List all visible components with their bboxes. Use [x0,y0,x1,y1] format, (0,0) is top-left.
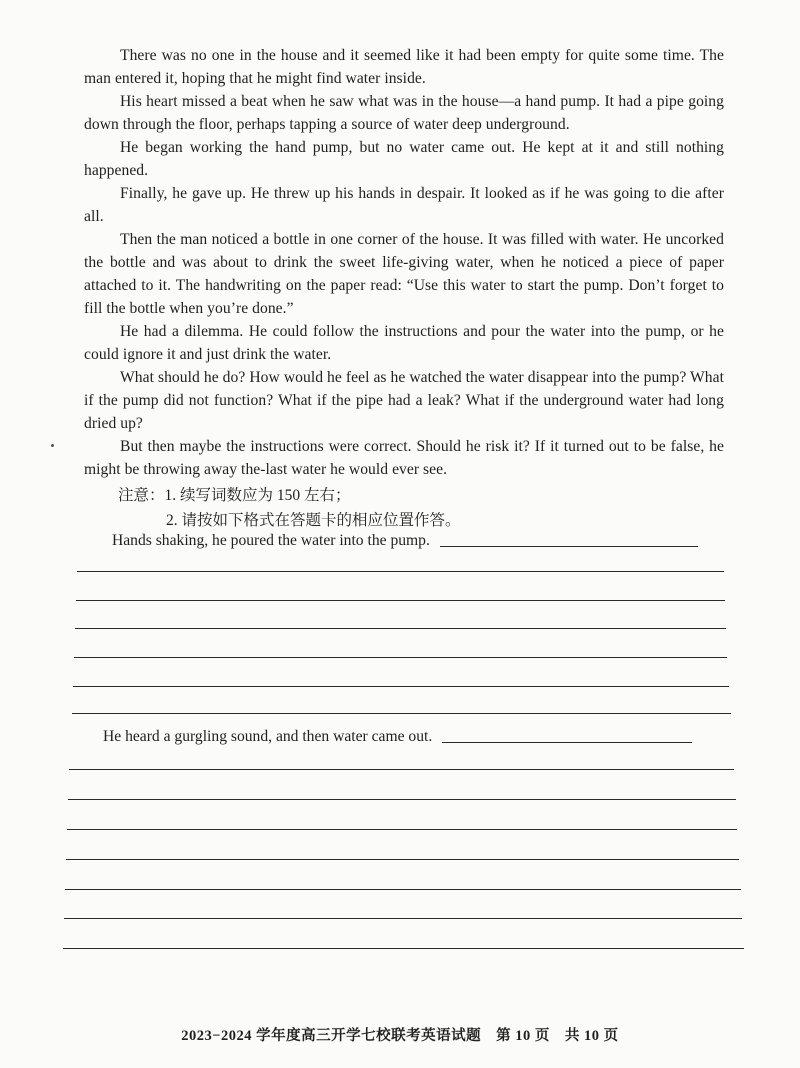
story-paragraph: What should he do? How would he feel as he watched the water disappear into the pump? What if the pump did not function? What if the pipe had a leak? What if the underground water had long dried up? [84,369,724,432]
writing-instructions [118,483,461,533]
instruction-word-count: 注意：1. 续写词数应为 150 左右； [118,487,351,504]
answer-line[interactable] [69,769,734,770]
story-passage [84,44,724,481]
story-paragraph: There was no one in the house and it seemed like it had been empty for quite some time. The man entered it, hoping that he might find water inside. [84,47,724,87]
answer-line[interactable] [63,948,744,949]
answer-line[interactable] [74,657,727,658]
prompt-sentence-1: Hands shaking, he poured the water into the pump. [112,532,430,549]
prompt-blank-1[interactable] [440,546,698,547]
stray-mark [51,444,54,447]
answer-line[interactable] [73,686,729,687]
prompt-blank-2[interactable] [442,742,692,743]
answer-line[interactable] [75,628,726,629]
answer-line[interactable] [66,859,739,860]
answer-line[interactable] [65,889,741,890]
answer-line[interactable] [64,918,742,919]
answer-line[interactable] [77,571,724,572]
story-paragraph: But then maybe the instructions were correct. Should he risk it? If it turned out to be false, he might be throwing away the-last water he would ever see. [84,438,724,478]
answer-line[interactable] [72,713,731,714]
story-paragraph: He began working the hand pump, but no water came out. He kept at it and still nothing happened. [84,139,724,179]
answer-line[interactable] [76,600,725,601]
story-paragraph: Then the man noticed a bottle in one corner of the house. It was filled with water. He uncorked the bottle and was about to drink the sweet life-giving water, when he noticed a piece of paper attached to it. The handwriting on the paper read: “Use this water to start the pump. Don’t forget to fill the bottle when you’re done.” [84,231,724,317]
instruction-format: 2. 请按如下格式在答题卡的相应位置作答。 [166,512,461,529]
page-footer: 2023−2024 学年度高三开学七校联考英语试题 第 10 页 共 10 页 [181,1028,619,1044]
answer-line[interactable] [67,829,737,830]
prompt-sentence-2: He heard a gurgling sound, and then water came out. [103,728,433,745]
story-paragraph: Finally, he gave up. He threw up his hands in despair. It looked as if he was going to die after all. [84,185,724,225]
story-paragraph: He had a dilemma. He could follow the instructions and pour the water into the pump, or he could ignore it and just drink the water. [84,323,724,363]
story-paragraph: His heart missed a beat when he saw what was in the house—a hand pump. It had a pipe going down through the floor, perhaps tapping a source of water deep underground. [84,93,724,133]
continuation-prompt-1 [112,532,698,550]
answer-line[interactable] [68,799,736,800]
continuation-prompt-2 [103,728,692,746]
